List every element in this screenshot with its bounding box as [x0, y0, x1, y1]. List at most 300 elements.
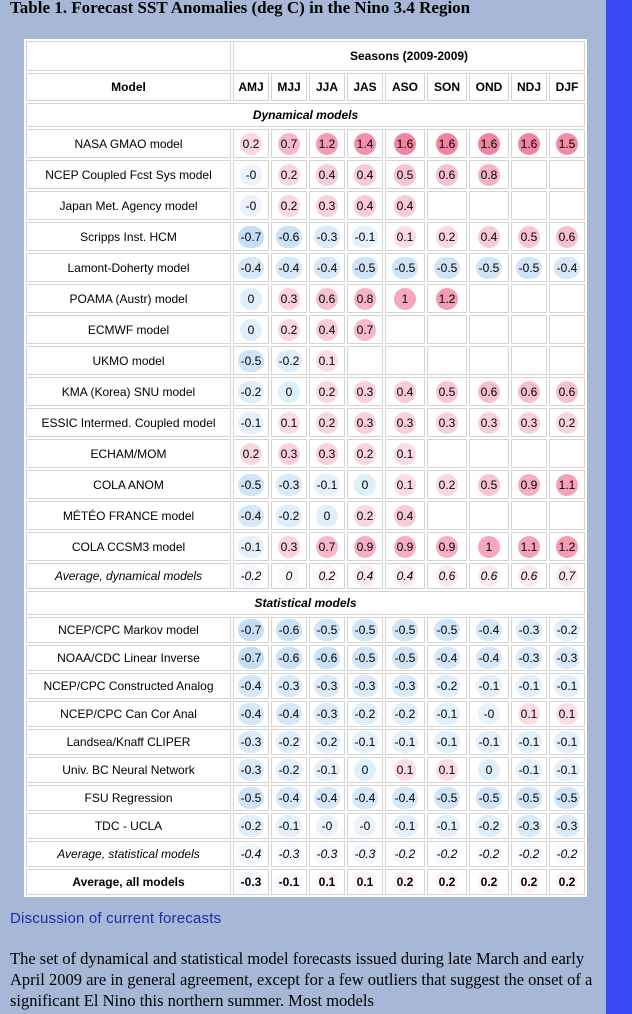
value-cell — [309, 284, 345, 313]
value-cell — [511, 346, 547, 375]
value-cell — [347, 439, 383, 468]
value-cell — [233, 315, 269, 344]
anomaly-value: -0.7 — [238, 619, 265, 641]
anomaly-value: 0.2 — [478, 871, 501, 893]
anomaly-value: -0.4 — [476, 647, 503, 669]
model-name: NCEP/CPC Constructed Analog — [26, 673, 231, 699]
anomaly-value: 0.4 — [394, 381, 417, 403]
value-cell — [427, 129, 467, 158]
model-name: Average, dynamical models — [26, 563, 231, 589]
anomaly-value: 0.4 — [394, 505, 417, 527]
value-cell — [549, 253, 585, 282]
anomaly-value: 0 — [278, 381, 300, 403]
anomaly-value: -0.3 — [276, 843, 303, 865]
value-cell — [309, 129, 345, 158]
value-cell — [233, 284, 269, 313]
value-cell — [469, 408, 509, 437]
value-cell — [347, 284, 383, 313]
anomaly-value: 0.6 — [436, 565, 459, 587]
value-cell — [385, 408, 425, 437]
anomaly-value: -0.4 — [352, 787, 379, 809]
value-cell — [511, 673, 547, 699]
anomaly-value: 0.6 — [478, 565, 501, 587]
value-cell — [511, 284, 547, 313]
anomaly-value: -0.2 — [238, 565, 265, 587]
anomaly-value: 0.3 — [518, 412, 541, 434]
anomaly-value: -0.3 — [554, 815, 581, 837]
table-row — [26, 253, 585, 282]
value-cell — [385, 346, 425, 375]
model-name: COLA CCSM3 model — [26, 532, 231, 561]
value-cell — [347, 377, 383, 406]
value-cell — [271, 757, 307, 783]
value-cell — [309, 253, 345, 282]
anomaly-value: 0.2 — [436, 474, 459, 496]
value-cell — [511, 869, 547, 895]
value-cell — [347, 757, 383, 783]
table-row — [26, 439, 585, 468]
value-cell — [347, 501, 383, 530]
value-cell — [309, 191, 345, 220]
value-cell — [233, 222, 269, 251]
value-cell — [309, 813, 345, 839]
value-cell — [309, 841, 345, 867]
anomaly-value: 0.3 — [278, 288, 301, 310]
anomaly-value: -0 — [240, 195, 262, 217]
value-cell — [469, 377, 509, 406]
anomaly-value: 0.3 — [278, 536, 301, 558]
value-cell — [427, 160, 467, 189]
anomaly-value: -0.4 — [238, 505, 265, 527]
value-cell — [233, 563, 269, 589]
value-cell — [469, 563, 509, 589]
table-row — [26, 191, 585, 220]
anomaly-value: -0.4 — [476, 619, 503, 641]
anomaly-value: 0.4 — [394, 195, 417, 217]
model-name: ESSIC Intermed. Coupled model — [26, 408, 231, 437]
model-name: POAMA (Austr) model — [26, 284, 231, 313]
value-cell — [469, 532, 509, 561]
value-cell — [511, 129, 547, 158]
model-name: COLA ANOM — [26, 470, 231, 499]
value-cell — [511, 191, 547, 220]
anomaly-value: 0.7 — [354, 319, 377, 341]
value-cell — [385, 160, 425, 189]
value-cell — [385, 617, 425, 643]
anomaly-value: 0.6 — [478, 381, 501, 403]
value-cell — [271, 729, 307, 755]
anomaly-value: -0.4 — [276, 257, 303, 279]
anomaly-value: 1 — [394, 288, 416, 310]
value-cell — [427, 315, 467, 344]
anomaly-value: 0.3 — [316, 195, 339, 217]
value-cell — [469, 617, 509, 643]
value-cell — [271, 346, 307, 375]
model-name: Scripps Inst. HCM — [26, 222, 231, 251]
anomaly-value: -0.1 — [434, 731, 461, 753]
anomaly-value: -0.5 — [392, 619, 419, 641]
anomaly-value: 0.3 — [278, 443, 301, 465]
value-cell — [427, 841, 467, 867]
anomaly-value: -0.1 — [554, 675, 581, 697]
anomaly-value: -0.1 — [352, 226, 379, 248]
value-cell — [385, 377, 425, 406]
value-cell — [233, 377, 269, 406]
anomaly-value: -0.5 — [516, 787, 543, 809]
anomaly-value: 0.1 — [556, 703, 579, 725]
value-cell — [347, 785, 383, 811]
table-row — [26, 315, 585, 344]
discussion-link[interactable]: Discussion of current forecasts — [10, 910, 222, 927]
anomaly-value: -0 — [240, 164, 262, 186]
anomaly-value: 0.2 — [556, 412, 579, 434]
value-cell — [427, 408, 467, 437]
table-row — [26, 532, 585, 561]
value-cell — [511, 408, 547, 437]
anomaly-value: -0.1 — [238, 412, 265, 434]
value-cell — [549, 563, 585, 589]
value-cell — [511, 813, 547, 839]
anomaly-value: -0.2 — [434, 843, 461, 865]
value-cell — [233, 785, 269, 811]
model-name: Landsea/Knaff CLIPER — [26, 729, 231, 755]
anomaly-value: 1.1 — [556, 474, 579, 496]
anomaly-value: 0.1 — [394, 759, 417, 781]
value-cell — [385, 563, 425, 589]
anomaly-value: -0.3 — [352, 843, 379, 865]
value-cell — [469, 346, 509, 375]
value-cell — [271, 701, 307, 727]
section-label: Dynamical models — [26, 103, 585, 127]
anomaly-value: -0.1 — [392, 731, 419, 753]
value-cell — [271, 673, 307, 699]
value-cell — [469, 673, 509, 699]
anomaly-value: -0.5 — [434, 787, 461, 809]
anomaly-value: -0.3 — [314, 226, 341, 248]
value-cell — [427, 869, 467, 895]
anomaly-value: -0.1 — [238, 536, 265, 558]
anomaly-value: -0.1 — [352, 731, 379, 753]
anomaly-value: 0.7 — [316, 536, 339, 558]
value-cell — [427, 785, 467, 811]
value-cell — [309, 729, 345, 755]
value-cell — [427, 501, 467, 530]
value-cell — [469, 470, 509, 499]
value-cell — [427, 729, 467, 755]
anomaly-value: -0.3 — [314, 703, 341, 725]
anomaly-value: 0.2 — [316, 412, 339, 434]
value-cell — [233, 470, 269, 499]
anomaly-value: 1.4 — [354, 133, 377, 155]
anomaly-value: 0.6 — [518, 381, 541, 403]
anomaly-value: -0.3 — [352, 675, 379, 697]
anomaly-value: -0.1 — [276, 815, 303, 837]
value-cell — [385, 813, 425, 839]
anomaly-value: 0.6 — [556, 381, 579, 403]
anomaly-value: -0.3 — [238, 871, 265, 893]
value-cell — [233, 346, 269, 375]
anomaly-value: -0.2 — [476, 843, 503, 865]
value-cell — [271, 501, 307, 530]
value-cell — [309, 377, 345, 406]
value-cell — [385, 222, 425, 251]
value-cell — [549, 673, 585, 699]
anomaly-value: 0.1 — [394, 226, 417, 248]
seasons-header: Seasons (2009-2009) — [233, 41, 585, 71]
value-cell — [469, 729, 509, 755]
table-row — [26, 785, 585, 811]
anomaly-value: -0.5 — [476, 257, 503, 279]
value-cell — [347, 813, 383, 839]
anomaly-value: -0.1 — [434, 815, 461, 837]
season-header-aso: ASO — [385, 73, 425, 101]
value-cell — [385, 253, 425, 282]
value-cell — [511, 222, 547, 251]
anomaly-value: -0.4 — [434, 647, 461, 669]
anomaly-value: -0.2 — [392, 703, 419, 725]
anomaly-value: -0.2 — [392, 843, 419, 865]
value-cell — [385, 129, 425, 158]
anomaly-value: -0.5 — [554, 787, 581, 809]
anomaly-value: -0.2 — [276, 350, 303, 372]
value-cell — [347, 869, 383, 895]
value-cell — [427, 673, 467, 699]
anomaly-value: 0.4 — [354, 195, 377, 217]
value-cell — [511, 253, 547, 282]
value-cell — [309, 673, 345, 699]
value-cell — [469, 129, 509, 158]
value-cell — [233, 729, 269, 755]
anomaly-value: -0.2 — [314, 731, 341, 753]
anomaly-value: -0.5 — [238, 350, 265, 372]
anomaly-value: 0.3 — [478, 412, 501, 434]
anomaly-value: -0.2 — [476, 815, 503, 837]
table-row — [26, 284, 585, 313]
value-cell — [549, 284, 585, 313]
anomaly-value: 0.1 — [316, 350, 339, 372]
model-name: NCEP/CPC Can Cor Anal — [26, 701, 231, 727]
value-cell — [233, 673, 269, 699]
value-cell — [309, 408, 345, 437]
value-cell — [233, 617, 269, 643]
value-cell — [469, 501, 509, 530]
season-header-ndj: NDJ — [511, 73, 547, 101]
anomaly-value: 0.2 — [278, 164, 301, 186]
value-cell — [549, 346, 585, 375]
value-cell — [469, 191, 509, 220]
anomaly-value: -0.2 — [352, 703, 379, 725]
value-cell — [347, 408, 383, 437]
model-name: NCEP/CPC Markov model — [26, 617, 231, 643]
anomaly-value: 0.9 — [354, 536, 377, 558]
anomaly-value: -0.2 — [238, 815, 265, 837]
table-title: Table 1. Forecast SST Anomalies (deg C) in the Nino 3.4 Region — [10, 0, 471, 17]
value-cell — [549, 841, 585, 867]
anomaly-value: -0.1 — [476, 731, 503, 753]
table-row — [26, 701, 585, 727]
value-cell — [511, 470, 547, 499]
value-cell — [469, 253, 509, 282]
anomaly-value: -0.1 — [554, 731, 581, 753]
value-cell — [271, 470, 307, 499]
anomaly-value: -0 — [316, 815, 338, 837]
section-label: Statistical models — [26, 591, 585, 615]
anomaly-value: 1 — [478, 536, 500, 558]
model-name: TDC - UCLA — [26, 813, 231, 839]
anomaly-value: 0.9 — [394, 536, 417, 558]
value-cell — [385, 869, 425, 895]
value-cell — [385, 701, 425, 727]
season-header-mjj: MJJ — [271, 73, 307, 101]
value-cell — [427, 532, 467, 561]
value-cell — [385, 673, 425, 699]
anomaly-value: 0.1 — [354, 871, 377, 893]
value-cell — [427, 284, 467, 313]
value-cell — [385, 470, 425, 499]
anomaly-value: 0 — [354, 759, 376, 781]
anomaly-value: 0.2 — [316, 565, 339, 587]
anomaly-value: 0.2 — [278, 195, 301, 217]
value-cell — [469, 869, 509, 895]
value-cell — [271, 160, 307, 189]
anomaly-value: -0.2 — [434, 675, 461, 697]
anomaly-value: 0.4 — [478, 226, 501, 248]
value-cell — [511, 729, 547, 755]
value-cell — [233, 439, 269, 468]
anomaly-value: -0.1 — [314, 759, 341, 781]
value-cell — [469, 222, 509, 251]
value-cell — [511, 160, 547, 189]
anomaly-value: -0.3 — [392, 675, 419, 697]
value-cell — [549, 222, 585, 251]
anomaly-value: -0.5 — [352, 619, 379, 641]
anomaly-value: 1.6 — [478, 133, 501, 155]
value-cell — [549, 729, 585, 755]
model-name: Univ. BC Neural Network — [26, 757, 231, 783]
anomaly-value: 0.5 — [394, 164, 417, 186]
anomaly-value: 1.6 — [518, 133, 541, 155]
value-cell — [549, 869, 585, 895]
value-cell — [549, 617, 585, 643]
value-cell — [385, 315, 425, 344]
anomaly-value: -0 — [478, 703, 500, 725]
value-cell — [271, 439, 307, 468]
value-cell — [233, 160, 269, 189]
value-cell — [271, 785, 307, 811]
table-row — [26, 501, 585, 530]
anomaly-value: -0.5 — [476, 787, 503, 809]
value-cell — [511, 701, 547, 727]
anomaly-value: -0.3 — [238, 731, 265, 753]
value-cell — [427, 701, 467, 727]
anomaly-value: -0.1 — [392, 815, 419, 837]
anomaly-value: -0.4 — [238, 703, 265, 725]
anomaly-value: -0.5 — [238, 787, 265, 809]
anomaly-value: 0.5 — [436, 381, 459, 403]
value-cell — [347, 645, 383, 671]
anomaly-value: 0 — [278, 565, 300, 587]
anomaly-value: 0.9 — [518, 474, 541, 496]
value-cell — [549, 129, 585, 158]
model-name: ECHAM/MOM — [26, 439, 231, 468]
value-cell — [385, 191, 425, 220]
value-cell — [549, 532, 585, 561]
value-cell — [271, 841, 307, 867]
value-cell — [271, 813, 307, 839]
anomaly-value: -0.3 — [516, 815, 543, 837]
value-cell — [385, 501, 425, 530]
value-cell — [511, 439, 547, 468]
anomaly-value: 0.6 — [316, 288, 339, 310]
value-cell — [469, 701, 509, 727]
value-cell — [469, 439, 509, 468]
anomaly-value: 0.1 — [518, 703, 541, 725]
anomaly-value: 0.9 — [436, 536, 459, 558]
anomaly-value: -0.4 — [554, 257, 581, 279]
anomaly-value: -0.3 — [314, 675, 341, 697]
anomaly-value: -0.6 — [314, 647, 341, 669]
value-cell — [427, 645, 467, 671]
anomaly-value: 0.2 — [240, 443, 263, 465]
value-cell — [549, 785, 585, 811]
value-cell — [427, 563, 467, 589]
value-cell — [271, 408, 307, 437]
model-name: Japan Met. Agency model — [26, 191, 231, 220]
value-cell — [233, 501, 269, 530]
value-cell — [271, 129, 307, 158]
anomaly-value: 0.2 — [240, 133, 263, 155]
value-cell — [385, 645, 425, 671]
value-cell — [549, 408, 585, 437]
value-cell — [347, 617, 383, 643]
value-cell — [385, 729, 425, 755]
value-cell — [271, 222, 307, 251]
anomaly-value: 0.2 — [436, 871, 459, 893]
anomaly-value: 0.1 — [316, 871, 339, 893]
anomaly-value: -0.5 — [392, 257, 419, 279]
anomaly-value: -0.5 — [352, 257, 379, 279]
table-row — [26, 377, 585, 406]
anomaly-value: 0.4 — [316, 319, 339, 341]
anomaly-value: 0.2 — [436, 226, 459, 248]
model-name: FSU Regression — [26, 785, 231, 811]
value-cell — [271, 191, 307, 220]
value-cell — [233, 701, 269, 727]
discussion-paragraph: The set of dynamical and statistical model forecasts issued during late March and early April 2009 are in general agreement, except for a few outliers that suggest the onset of a significant El Nino this northern summer. Most models — [10, 949, 593, 1010]
model-name: KMA (Korea) SNU model — [26, 377, 231, 406]
value-cell — [309, 563, 345, 589]
model-name: NCEP Coupled Fcst Sys model — [26, 160, 231, 189]
value-cell — [309, 346, 345, 375]
right-sidebar-strip — [606, 0, 632, 1014]
value-cell — [271, 869, 307, 895]
value-cell — [469, 315, 509, 344]
anomaly-value: 0 — [354, 474, 376, 496]
anomaly-value: -0.6 — [276, 619, 303, 641]
anomaly-value: -0.3 — [238, 759, 265, 781]
table-row — [26, 408, 585, 437]
table-row — [26, 563, 585, 589]
anomaly-value: 0 — [240, 288, 262, 310]
anomaly-value: -0.3 — [314, 843, 341, 865]
anomaly-value: 0.3 — [354, 381, 377, 403]
value-cell — [347, 315, 383, 344]
anomaly-value: 0.2 — [394, 871, 417, 893]
season-header-amj: AMJ — [233, 73, 269, 101]
value-cell — [233, 869, 269, 895]
anomaly-value: -0.3 — [276, 675, 303, 697]
value-cell — [309, 645, 345, 671]
